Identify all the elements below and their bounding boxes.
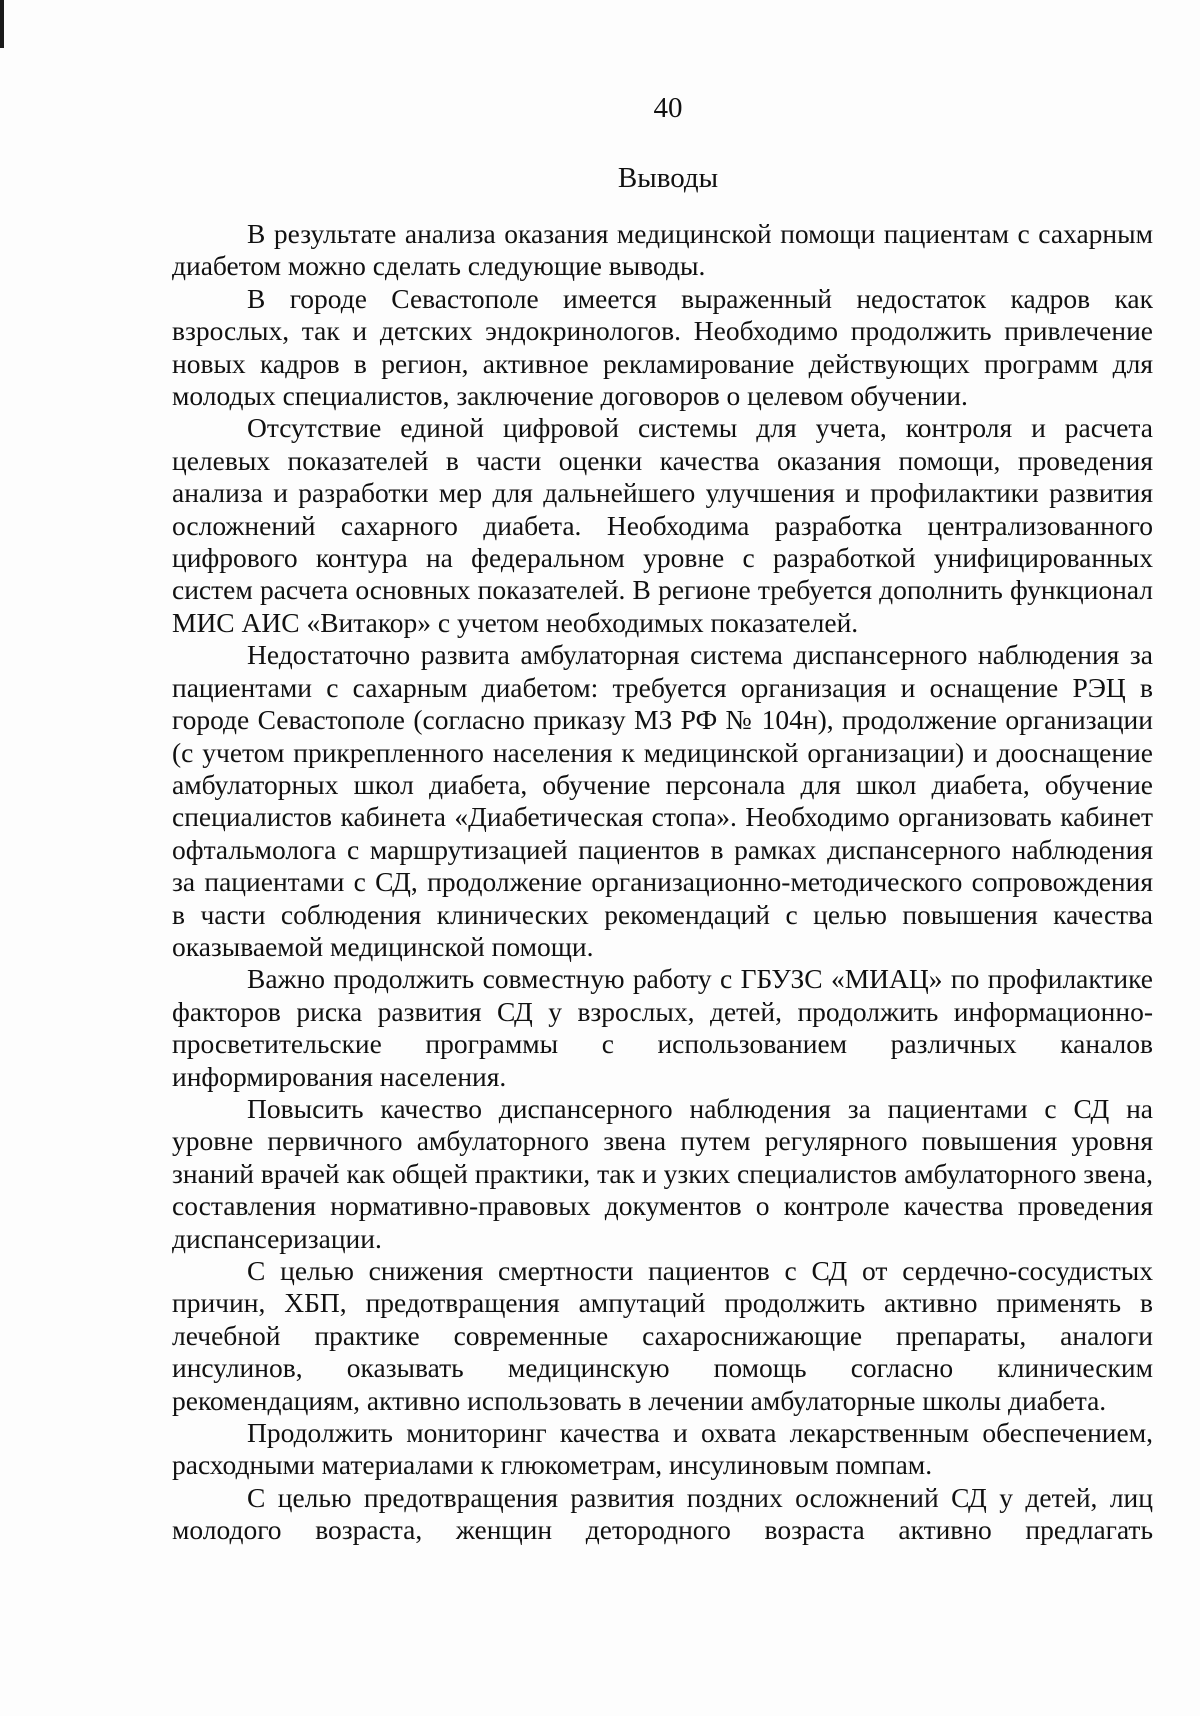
paragraph-prevention: Важно продолжить совместную работу с ГБУЗС «МИАЦ» по профилактике факторов риска развития СД у взрослых, детей, продолжить информационно-просветительские программы с использованием различных каналов информирования населения. bbox=[172, 963, 1153, 1092]
section-heading: Выводы bbox=[617, 162, 719, 194]
paragraph-monitoring: Продолжить мониторинг качества и охвата лекарственным обеспечением, расходными материалами к глюкометрам, инсулиновым помпам. bbox=[172, 1417, 1153, 1481]
paragraph-complications: С целью предотвращения развития поздних осложнений СД у детей, лиц молодого возраста, женщин детородного возраста активно предлагать bbox=[172, 1481, 1153, 1546]
paragraph-dispensary: Повысить качество диспансерного наблюдения за пациентами с СД на уровне первичного амбулаторного звена путем регулярного повышения уровня знаний врачей как общей практики, так и узких специалистов амбулаторного звена, составления нормативно-правовых документов о контроле качества проведения диспансеризации. bbox=[172, 1092, 1153, 1254]
paragraph-digital-system: Отсутствие единой цифровой системы для учета, контроля и расчета целевых показателей в части оценки качества оказания помощи, проведения анализа и разработки мер для дальнейшего улучшения и профилактики развития осложнений сахарного диабета. Необходима разработка централизованного цифрового контура на федеральном уровне с разработкой унифицированных систем расчета основных показателей. В регионе требуется дополнить функционал МИС АИС «Витакор» с учетом необходимых показателей. bbox=[172, 412, 1153, 638]
paragraph-mortality: С целью снижения смертности пациентов с СД от сердечно-сосудистых причин, ХБП, предотвращения ампутаций продолжить активно применять в лечебной практике современные сахароснижающие препараты, аналоги инсулинов, оказывать медицинскую помощь согласно клиническим рекомендациям, активно использовать в лечении амбулаторные школы диабета. bbox=[172, 1255, 1153, 1416]
scan-edge-mark bbox=[0, 0, 4, 48]
paragraph-outpatient-care: Недостаточно развита амбулаторная система диспансерного наблюдения за пациентами с сахарным диабетом: требуется организация и оснащение РЭЦ в городе Севастополе (согласно приказу МЗ РФ № 104н), продолжение организации (с учетом прикрепленного населения к медицинской организации) и дооснащение амбулаторных школ диабета, обучение персонала для школ диабета, обучение специалистов кабинета «Диабетическая стопа». Необходимо организовать кабинет офтальмолога с маршрутизацией пациентов в рамках диспансерного наблюдения за пациентами с СД, продолжение организационно-методического сопровождения в части соблюдения клинических рекомендаций с целью повышения качества оказываемой медицинской помощи. bbox=[172, 639, 1153, 962]
body-text bbox=[172, 218, 1153, 1547]
paragraph-intro: В результате анализа оказания медицинской помощи пациентам с сахарным диабетом можно сделать следующие выводы. bbox=[172, 218, 1153, 282]
page-number: 40 bbox=[653, 92, 683, 124]
paragraph-staffing: В городе Севастополе имеется выраженный недостаток кадров как взрослых, так и детских эндокринологов. Необходимо продолжить привлечение новых кадров в регион, активное рекламирование действующих программ для молодых специалистов, заключение договоров о целевом обучении. bbox=[172, 282, 1153, 412]
